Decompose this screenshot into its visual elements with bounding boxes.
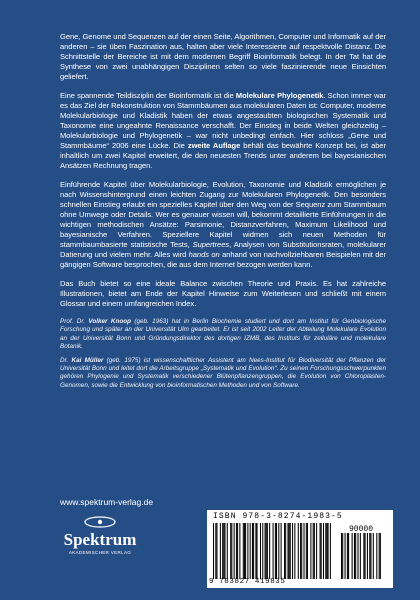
barcode-bar bbox=[292, 523, 293, 579]
logo-wordmark: Spektrum bbox=[63, 530, 137, 549]
addon-bar bbox=[341, 533, 342, 579]
barcode-bar bbox=[260, 523, 261, 579]
bio2-title: Dr. bbox=[60, 356, 72, 364]
balance-text: Das Buch bietet so eine ideale Balance zwischen Theorie und Praxis. Es hat zahlreiche Illustrationen, bietet am Ende der Kapitel Hinweise zum Weiterlesen und schließt mit einem Glossar und einem umfangreichen Index. bbox=[60, 279, 386, 308]
bio1-text: (geb. 1963) hat in Berlin Biochemie studiert und dort am Institut für Genbiologische Forschung und später an der Universität Ulm gearbeitet. Er ist seit 2002 Leiter der Abteilung Molekulare Evolution an der Universität Bonn und Gründungsdirektor des dortigen IZMB, des Instituts für zelluläre und molekulare Botanik. bbox=[60, 318, 386, 351]
barcode-digits bbox=[209, 578, 391, 586]
isbn-barcode bbox=[207, 510, 393, 588]
barcode-bar bbox=[320, 523, 321, 579]
addon-bar bbox=[376, 533, 377, 579]
addon-bar bbox=[360, 533, 361, 579]
addon-bar bbox=[367, 533, 368, 579]
spektrum-logo bbox=[60, 512, 140, 562]
barcode-bar bbox=[222, 523, 223, 579]
barcode-bar bbox=[307, 523, 308, 579]
barcode-bar bbox=[310, 523, 311, 579]
barcode-bar bbox=[237, 523, 238, 579]
second-edition-bold: zweite Auflage bbox=[187, 141, 241, 150]
barcode-bar bbox=[323, 523, 324, 579]
barcode-bar bbox=[300, 523, 301, 579]
barcode-bar bbox=[220, 523, 221, 579]
logo-core-icon bbox=[98, 520, 102, 524]
barcode-bar bbox=[253, 523, 254, 579]
bio1-title: Prof. Dr. bbox=[60, 318, 89, 325]
barcode-bar bbox=[234, 523, 235, 579]
barcode-bar bbox=[275, 523, 276, 579]
barcode-bar bbox=[284, 523, 285, 579]
barcode-bar bbox=[216, 523, 217, 579]
addon-bar bbox=[347, 533, 348, 579]
bio1-name: Volker Knoop bbox=[88, 318, 131, 325]
barcode-bars bbox=[213, 523, 387, 579]
addon-bar bbox=[370, 533, 371, 579]
addon-bar bbox=[357, 533, 358, 579]
hands-on-italic: hands on bbox=[188, 250, 220, 259]
barcode-bar bbox=[257, 523, 258, 579]
barcode-bar bbox=[236, 523, 237, 579]
addon-bar bbox=[342, 533, 343, 579]
barcode-bar bbox=[313, 523, 314, 579]
barcode-bar bbox=[224, 523, 225, 579]
author-bio-knoop bbox=[60, 318, 386, 352]
phylo-bold-title: Molekulare Phylogenetik bbox=[235, 91, 324, 100]
barcode-bar bbox=[266, 523, 267, 579]
intro-text: Gene, Genome und Sequenzen auf der einen Seite, Algorithmen, Computer und Informatik auf der anderen – sie üben Faszination aus, halten aber viele Interessierte auf respektvolle Distanz. Die Schnittstelle der Bereiche ist mit dem modernen Begriff Bioinformatik belegt. In der Tat hat die Synthese von zwei unabhängigen Disziplinen selten so viele faszinierende neue Einsichten geliefert. bbox=[60, 32, 386, 81]
barcode-bar bbox=[285, 523, 286, 579]
back-cover-text bbox=[60, 32, 386, 395]
isbn-label: ISBN 978-3-8274-1983-5 bbox=[213, 512, 343, 521]
logo-subtitle: AKADEMISCHER VERLAG bbox=[68, 550, 132, 555]
barcode-bar bbox=[301, 523, 302, 579]
chapters-text-c: anhand von nachvollziehbaren Beispielen mit der gängigen Software besprochen, die aus dem Internet bezogen werden kann. bbox=[60, 250, 386, 269]
barcode-bar bbox=[328, 523, 329, 579]
phylo-text-a: Eine spannende Teildisziplin der Bioinformatik ist die bbox=[60, 91, 236, 100]
barcode-bar bbox=[298, 523, 299, 579]
barcode-bar bbox=[316, 523, 317, 579]
phylogenetics-paragraph bbox=[60, 91, 386, 171]
supertrees-italic: Supertrees bbox=[192, 240, 230, 249]
phylo-text-c: behält das bewährte Konzept bei, ist aber inhaltlich um zwei Kapitel erweitert, die den neuesten Trends unter anderem bei bayesianischen Ansätzen Rechnung tragen. bbox=[60, 141, 386, 170]
addon-bar bbox=[363, 533, 364, 579]
chapters-paragraph bbox=[60, 180, 386, 270]
barcode-bar bbox=[287, 523, 288, 579]
barcode-bar bbox=[289, 523, 290, 579]
barcode-bar bbox=[281, 523, 282, 579]
barcode-bar bbox=[330, 523, 331, 579]
author-bio-mueller bbox=[60, 357, 386, 391]
addon-bar bbox=[348, 533, 349, 579]
barcode-bar bbox=[265, 523, 266, 579]
chapters-text-b: , Analysen von Substitutionsraten, molekularer Datierung und vielem mehr. Alles wird bbox=[60, 240, 386, 259]
barcode-bar bbox=[304, 523, 305, 579]
barcode-bar bbox=[269, 523, 270, 579]
barcode-bar bbox=[321, 523, 322, 579]
barcode-bar bbox=[231, 523, 232, 579]
addon-bar bbox=[373, 533, 374, 579]
barcode-bar bbox=[247, 523, 248, 579]
addon-bar bbox=[380, 533, 381, 579]
barcode-bar bbox=[278, 523, 279, 579]
barcode-bar bbox=[276, 523, 277, 579]
barcode-bar bbox=[227, 523, 228, 579]
barcode-bar bbox=[213, 523, 214, 579]
addon-code: 90000 bbox=[348, 525, 374, 534]
barcode-bar bbox=[273, 523, 274, 579]
chapters-text-a: Einführende Kapitel über Molekularbiologie, Evolution, Taxonomie und Kladistik ermöglichen je nach Wissenshintergrund einen leichten Zugang zur Molekularen Phylogenetik. Den besonders schnellen Einstieg erlaubt ein spezielles Kapitel über den Weg von der Sequenz zum Stammbaum ohne Umwege oder Details. Wer es genauer wissen will, bekommt detaillierte Einführungen in die wichtigen methodischen Ansätze: Parsimonie, Distanzverfahren, Maximum Likelihood und bayesianische Verfahren. Speziellere Kapitel widmen sich neuen Methoden für stammbaumbasierte statistische Tests, bbox=[60, 180, 386, 249]
barcode-bar bbox=[252, 523, 253, 579]
barcode-bar bbox=[245, 523, 246, 579]
barcode-bar bbox=[325, 523, 326, 579]
barcode-bar bbox=[326, 523, 327, 579]
addon-bar bbox=[355, 533, 356, 579]
addon-bar bbox=[365, 533, 366, 579]
ean-digits: 9 783827 419835 bbox=[209, 578, 286, 586]
intro-paragraph bbox=[60, 32, 386, 82]
barcode-bar bbox=[244, 523, 245, 579]
barcode-bar bbox=[230, 523, 231, 579]
barcode-bar bbox=[215, 523, 216, 579]
barcode-bar bbox=[294, 523, 295, 579]
barcode-bar bbox=[223, 523, 224, 579]
addon-bar bbox=[345, 533, 346, 579]
barcode-bar bbox=[267, 523, 268, 579]
bio2-name: Kai Müller bbox=[71, 356, 104, 364]
addon-bar bbox=[352, 533, 353, 579]
barcode-bar bbox=[250, 523, 251, 579]
addon-bar bbox=[369, 533, 370, 579]
barcode-bar bbox=[290, 523, 291, 579]
barcode-bar bbox=[255, 523, 256, 579]
barcode-bar bbox=[243, 523, 244, 579]
barcode-bar bbox=[306, 523, 307, 579]
addon-bar bbox=[379, 533, 380, 579]
balance-paragraph bbox=[60, 279, 386, 309]
barcode-bar bbox=[314, 523, 315, 579]
addon-bar bbox=[354, 533, 355, 579]
phylo-text-b: . Schon immer war es das Ziel der Rekonstruktion von Stammbäumen aus molekularen Daten ist: Computer, moderne Molekularbiologie und Kladistik haben der etwas angestaubten biologischen Systematik und Taxonomie eine ungeahnte Renaissance verschafft. Der Einstieg in beide Welten gleichzeitig – Molekularbiologie und Phylogenetik – war nicht unbedingt einfach. Hier schloss „Gene und Stammbäume“ 2006 eine Lücke. Die bbox=[60, 91, 387, 150]
bio2-text: (geb. 1975) ist wissenschaftlicher Assistent am Nees-Institut für Biodiversität der Pflanzen der Universität Bonn und leitet dort die Arbeitsgruppe „Systematik und Evolution“. Zu seinen Forschungsschwerpunkten gehören Phylogenie und Systematik verschiedener Blütenpflanzengruppen, die Evolution von Chloroplasten-Genomen, sowie die Entwicklung von bioinformatischen Methoden und von Software. bbox=[60, 356, 386, 389]
publisher-url[interactable]: www.spektrum-verlag.de bbox=[60, 497, 154, 507]
barcode-bar bbox=[262, 523, 263, 579]
barcode-bar bbox=[239, 523, 240, 579]
